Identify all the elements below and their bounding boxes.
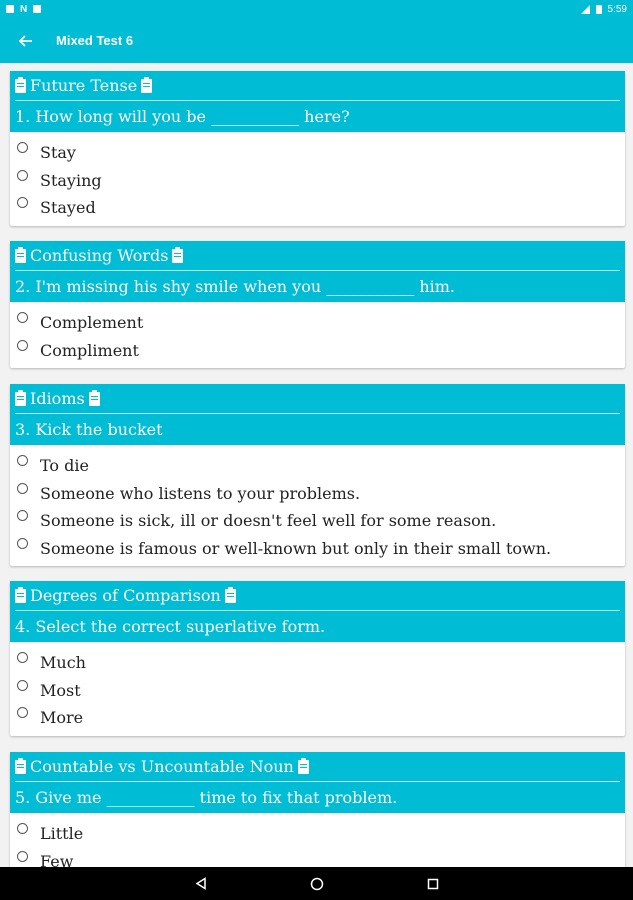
radio-button[interactable]: [17, 142, 28, 153]
question-card: [10, 581, 625, 736]
page-title: Mixed Test 6: [56, 33, 134, 48]
option-label: More: [40, 708, 84, 728]
radio-button[interactable]: [17, 197, 28, 208]
question-text: 5. Give me ___________ time to fix that problem.: [15, 788, 398, 807]
back-button[interactable]: [0, 18, 52, 63]
radio-button[interactable]: [17, 652, 28, 663]
question-header: [10, 384, 625, 445]
option-label: To die: [40, 456, 89, 476]
question-list[interactable]: [0, 63, 633, 867]
option-item[interactable]: [10, 452, 625, 480]
question-header: [10, 752, 625, 813]
question-header: [10, 71, 625, 132]
option-item[interactable]: [10, 848, 625, 868]
nav-back-button[interactable]: [193, 876, 209, 892]
system-nav-bar: [0, 867, 633, 900]
option-label: Someone is famous or well-known but only in their small town.: [40, 538, 552, 558]
question-text: 2. I'm missing his shy smile when you ___________ him.: [15, 277, 456, 296]
square-recents-icon: [427, 878, 439, 890]
status-notifications: [6, 4, 41, 15]
clipboard-icon: [172, 249, 183, 263]
clipboard-icon: [225, 589, 236, 603]
nav-recents-button[interactable]: [425, 876, 441, 892]
clipboard-icon: [15, 589, 26, 603]
arrow-left-icon: [19, 35, 33, 47]
radio-button[interactable]: [17, 510, 28, 521]
question-card: [10, 71, 625, 226]
question-header: [10, 581, 625, 642]
category-row: [15, 384, 620, 414]
option-item[interactable]: [10, 649, 625, 677]
question-card: [10, 384, 625, 566]
circle-home-icon: [310, 877, 324, 891]
clipboard-icon: [141, 79, 152, 93]
options-list: [10, 445, 625, 566]
category-row: [15, 752, 620, 782]
radio-button[interactable]: [17, 340, 28, 351]
option-label: Stay: [40, 143, 76, 163]
option-item[interactable]: [10, 535, 625, 563]
question-card: [10, 752, 625, 867]
option-item[interactable]: [10, 167, 625, 195]
option-item[interactable]: [10, 677, 625, 705]
status-time: 5:59: [607, 3, 627, 15]
notification-icon: [6, 5, 14, 13]
option-label: Much: [40, 653, 86, 673]
app-bar: [0, 18, 633, 63]
question-text: 4. Select the correct superlative form.: [15, 617, 326, 636]
question-text: 3. Kick the bucket: [15, 420, 163, 439]
battery-icon: [596, 5, 602, 14]
signal-icon: [581, 5, 590, 14]
option-label: Little: [40, 824, 84, 844]
app-notification-icon: [33, 5, 41, 13]
question-header: [10, 241, 625, 302]
radio-button[interactable]: [17, 851, 28, 862]
question-card: [10, 241, 625, 368]
option-item[interactable]: [10, 139, 625, 167]
option-item[interactable]: [10, 820, 625, 848]
category-label: Idioms: [30, 389, 85, 408]
clipboard-icon: [15, 249, 26, 263]
option-item[interactable]: [10, 337, 625, 365]
n-notification-icon: N: [20, 3, 28, 15]
options-list: [10, 813, 625, 867]
radio-button[interactable]: [17, 483, 28, 494]
category-row: [15, 241, 620, 271]
option-label: Staying: [40, 170, 102, 190]
radio-button[interactable]: [17, 680, 28, 691]
clipboard-icon: [15, 760, 26, 774]
clipboard-icon: [89, 392, 100, 406]
options-list: [10, 302, 625, 368]
triangle-back-icon: [195, 877, 207, 890]
category-label: Future Tense: [30, 76, 138, 95]
option-label: Most: [40, 680, 81, 700]
category-row: [15, 581, 620, 611]
radio-button[interactable]: [17, 312, 28, 323]
category-label: Confusing Words: [30, 246, 169, 265]
option-item[interactable]: [10, 480, 625, 508]
clipboard-icon: [298, 760, 309, 774]
option-label: Someone is sick, ill or doesn't feel well for some reason.: [40, 511, 497, 531]
option-label: Compliment: [40, 340, 139, 360]
radio-button[interactable]: [17, 455, 28, 466]
option-label: Few: [40, 851, 74, 867]
option-label: Complement: [40, 313, 144, 333]
option-label: Someone who listens to your problems.: [40, 483, 361, 503]
question-text: 1. How long will you be ___________ here?: [15, 107, 350, 126]
option-item[interactable]: [10, 704, 625, 732]
nav-home-button[interactable]: [309, 876, 325, 892]
category-row: [15, 71, 620, 101]
status-bar: [0, 0, 633, 18]
clipboard-icon: [15, 79, 26, 93]
option-item[interactable]: [10, 194, 625, 222]
radio-button[interactable]: [17, 538, 28, 549]
status-system: [581, 4, 627, 15]
radio-button[interactable]: [17, 170, 28, 181]
radio-button[interactable]: [17, 707, 28, 718]
option-label: Stayed: [40, 198, 96, 218]
options-list: [10, 642, 625, 736]
radio-button[interactable]: [17, 823, 28, 834]
option-item[interactable]: [10, 507, 625, 535]
clipboard-icon: [15, 392, 26, 406]
category-label: Degrees of Comparison: [30, 586, 221, 605]
options-list: [10, 132, 625, 226]
option-item[interactable]: [10, 309, 625, 337]
category-label: Countable vs Uncountable Noun: [30, 757, 294, 776]
